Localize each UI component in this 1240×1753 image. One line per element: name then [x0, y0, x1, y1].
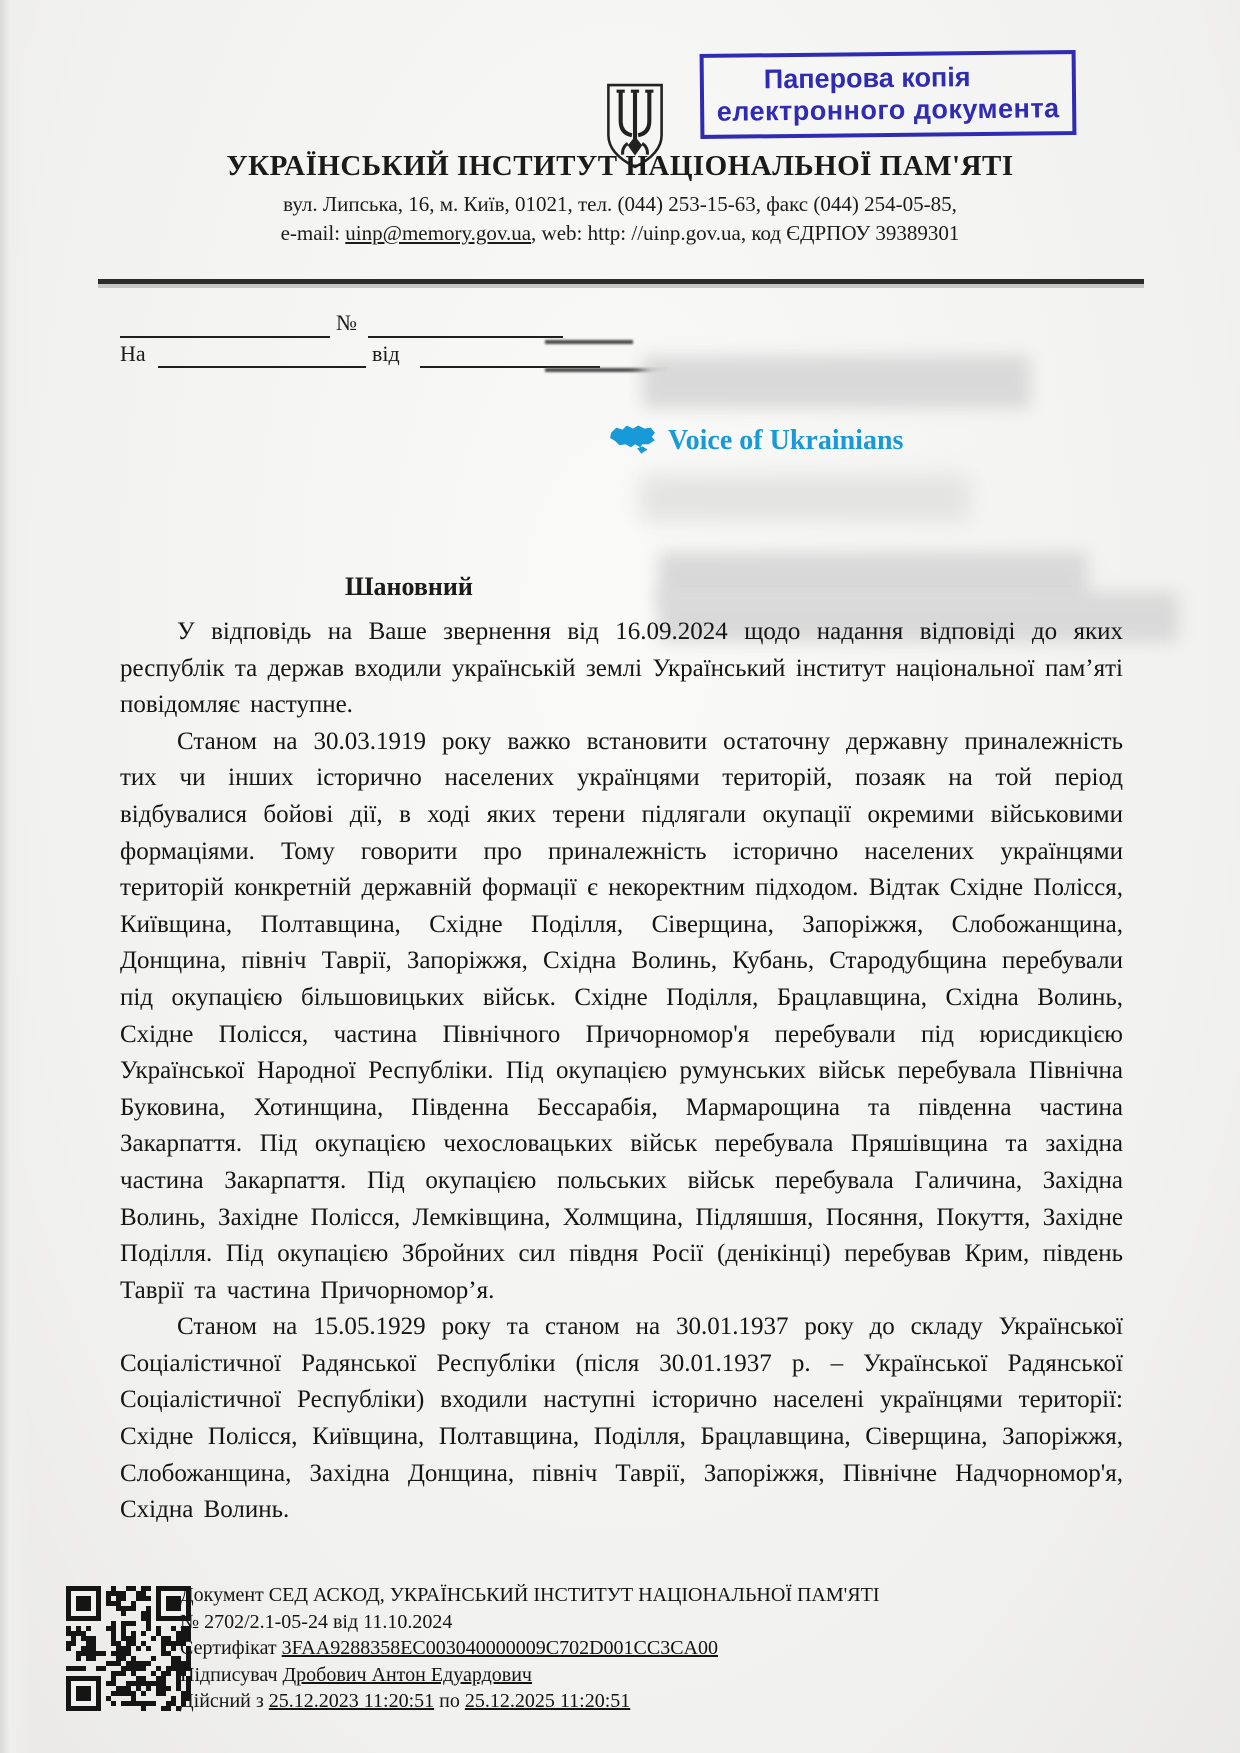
voice-of-ukrainians-text: Voice of Ukrainians [668, 424, 904, 456]
ref-no-label: № [336, 310, 357, 335]
ukraine-map-icon [608, 420, 658, 461]
body-paragraph-2: Станом на 30.03.1919 року важко встановити остаточну державну приналежність тих чи інших історично населених українцями територій, позаяк на той період відбувалися бойові дії, в ході яких терени підлягали окупації окремими військовими формаціями. Тому говорити про приналежність історично населених українцями територій конкретній державній формації є некоректним підходом. Відтак Східне Полісся, Київщина, Полтавщина, Східне Поділля, Сіверщина, Запоріжжя, Слобожанщина, Донщина, північ Таврії, Запоріжжя, Східна Волинь, Кубань, Стародубщина перебували під окупацією більшовицьких військ. Східне Поділля, Брацлавщина, Східна Волинь, Східне Полісся, частина Північного Причорномор'я перебували під юрисдикцією Української Народної Республіки. Під окупацією румунських військ перебувала Північна Буковина, Хотинщина, Південна Бессарабія, Мармарощина та південна частина Закарпаття. Під окупацією чехословацьких військ перебувала Пряшівщина та західна частина Закарпаття. Під окупацією польських військ перебувала Галичина, Західна Волинь, Західне Полісся, Лемківщина, Холмщина, Підляшшя, Посяння, Покуття, Західне Поділля. Під окупацією Збройних сил півдня Росії (денікінці) перебував Крим, південь Таврії та частина Причорномор’я. [120, 727, 1123, 1304]
paper-copy-stamp [700, 50, 1077, 139]
ref-blank-line-1 [120, 336, 330, 338]
redacted-recipient-block [642, 356, 1030, 408]
redacted-recipient-line [640, 474, 970, 522]
header-divider-rule [98, 279, 1144, 284]
certificate-value: 3FAA9288358EC003040000009C702D001CC3CA00 [281, 1637, 718, 1660]
stamp-line-2: електронного документа [716, 93, 1060, 128]
letter-body [120, 614, 1123, 1529]
signer-value: Дробович Антон Едуардович [282, 1663, 532, 1686]
email-prefix: e-mail: [280, 221, 346, 245]
footer-doc-system-line: Документ СЕД АСКОД, УКРАЇНСЬКИЙ ІНСТИТУТ НАЦІОНАЛЬНОЇ ПАМ'ЯТІ [180, 1584, 880, 1606]
valid-to: 25.12.2025 11:20:51 [464, 1690, 631, 1713]
signer-label: Підписувач [180, 1663, 283, 1686]
body-paragraph-3: Станом на 15.05.1929 року та станом на 30.01.1937 року до складу Української Соціалістичної Радянської Республіки (після 30.01.1937 р. – Української Радянської Соціалістичної Республіки) входили наступні історично населені українцями території: Східне Полісся, Київщина, Полтавщина, Поділля, Брацлавщина, Сіверщина, Запоріжжя, Слобожанщина, Західна Донщина, північ Таврії, Запоріжжя, Північне Надчорномор'я, Східна Волинь. [120, 1313, 1123, 1524]
institute-address: вул. Липська, 16, м. Київ, 01021, тел. (044) 253-15-63, факс (044) 254-05-85, [283, 192, 957, 216]
salutation-text: Шановний [345, 572, 473, 601]
footer-signer-line [180, 1662, 879, 1689]
valid-separator: по [434, 1690, 465, 1713]
email-link: uinp@memory.gov.ua [345, 221, 532, 245]
voice-of-ukrainians-logo [608, 420, 903, 461]
valid-from: 25.12.2023 11:20:51 [268, 1690, 435, 1713]
ref-vid-label: від [372, 341, 400, 366]
footer-validity-line [180, 1688, 879, 1715]
certificate-label: Сертифікат [180, 1637, 282, 1660]
ref-blank-line-3 [158, 366, 366, 368]
footer-certificate-line [180, 1635, 879, 1662]
redacted-underline-1 [545, 340, 633, 344]
institute-name: УКРАЇНСЬКИЙ ІНСТИТУТ НАЦІОНАЛЬНОЇ ПАМ'ЯТІ [226, 150, 1014, 182]
signature-metadata [180, 1582, 879, 1715]
footer-doc-number-line: № 2702/2.1-05-24 від 11.10.2024 [180, 1610, 453, 1633]
stamp-line-1: Паперова копія [763, 62, 971, 95]
institute-contacts [0, 221, 1240, 246]
body-paragraph-1: У відповідь на Ваше звернення від 16.09.2024 щодо надання відповіді до яких республік та держав входили українській землі Український інститут національної пам’яті повідомляє наступне. [120, 618, 1123, 719]
valid-label: Дійсний з [180, 1690, 269, 1713]
ref-blank-line-2 [368, 336, 563, 338]
ref-na-label: На [120, 341, 146, 366]
qr-code [66, 1586, 191, 1711]
web-and-code: , web: http: //uinp.gov.ua, код ЄДРПОУ 39389301 [531, 221, 960, 245]
